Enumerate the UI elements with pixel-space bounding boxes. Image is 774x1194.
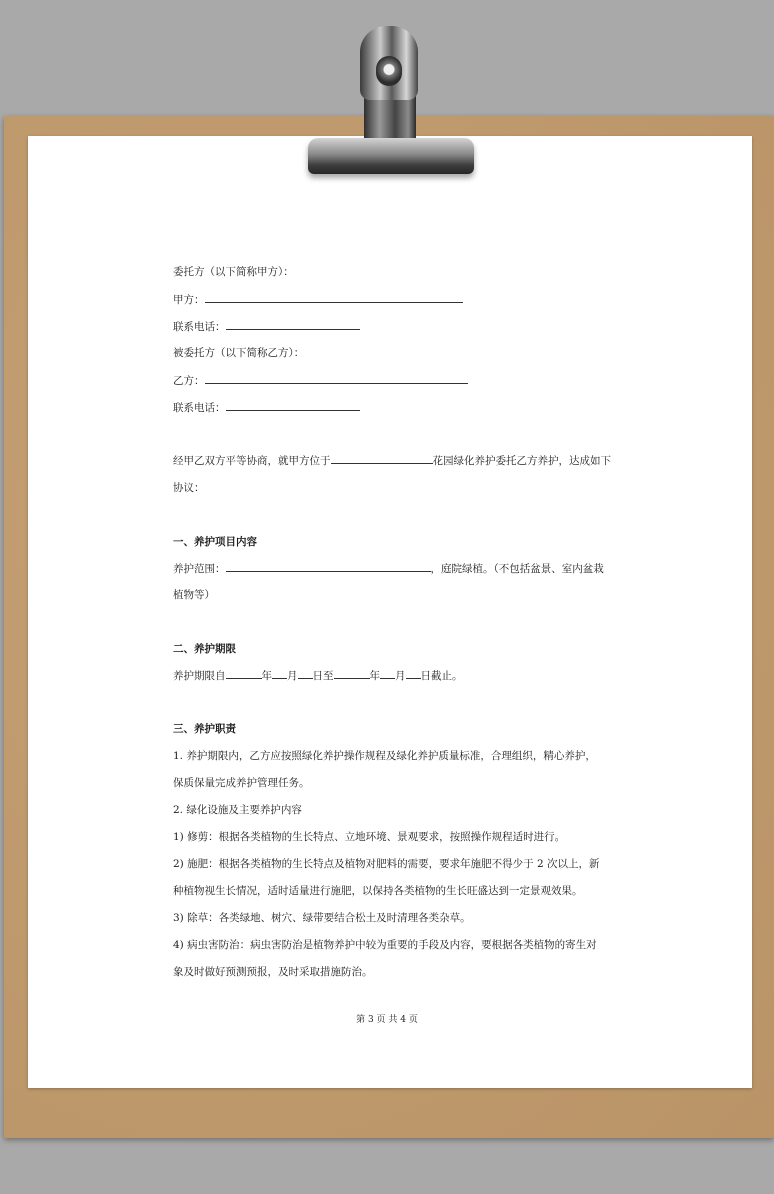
page-number: 第 3 页 共 4 页 — [356, 1015, 418, 1025]
party-a-phone-line — [173, 318, 360, 334]
section-3-heading: 三、养护职责 — [173, 723, 236, 735]
party-a-phone-blank — [226, 318, 360, 330]
duty-1-cont: 保质保量完成养护管理任务。 — [173, 777, 310, 789]
party-a-line — [173, 291, 463, 307]
item-pruning: 1) 修剪：根据各类植物的生长特点、立地环境、景观要求，按照操作规程适时进行。 — [173, 831, 566, 843]
scope-text: ，庭院绿植。（不包括盆景、室内盆栽 — [430, 563, 604, 575]
party-b-blank — [205, 372, 468, 384]
start-month-blank — [272, 667, 287, 679]
section-1-heading: 一、养护项目内容 — [173, 536, 257, 548]
end-year-blank — [334, 667, 370, 679]
period-t6: 月 — [395, 670, 406, 682]
item-pest-control-cont: 象及时做好预测预报，及时采取措施防治。 — [173, 966, 373, 978]
party-b-line — [173, 372, 468, 388]
scope-blank — [226, 560, 431, 572]
location-blank — [331, 452, 433, 464]
agent-heading: 被委托方（以下简称乙方）： — [173, 347, 305, 359]
agreement-intro-line — [173, 452, 611, 468]
section-2-heading: 二、养护期限 — [173, 643, 236, 655]
binder-clip-icon — [300, 26, 480, 176]
start-year-blank — [226, 667, 262, 679]
period-t5: 年 — [369, 670, 380, 682]
period-t1: 养护期限自 — [173, 670, 226, 682]
end-day-blank — [406, 667, 421, 679]
item-weeding: 3) 除草：各类绿地、树穴、绿带要结合松土及时清理各类杂草。 — [173, 912, 471, 924]
agreement-intro-b: 花园绿化养护委托乙方养护，达成如下 — [432, 455, 611, 467]
period-t4: 日至 — [312, 670, 334, 682]
start-day-blank — [298, 667, 313, 679]
party-a-label: 甲方： — [173, 294, 205, 306]
party-b-phone-blank — [226, 399, 360, 411]
period-t3: 月 — [287, 670, 298, 682]
party-a-blank — [205, 291, 463, 303]
period-t7: 日截止。 — [420, 670, 463, 682]
scope-label: 养护范围： — [173, 563, 226, 575]
period-line — [173, 667, 463, 683]
duty-2-line: 2. 绿化设施及主要养护内容 — [173, 804, 302, 816]
agreement-intro-cont: 协议： — [173, 482, 205, 494]
period-t2: 年 — [261, 670, 272, 682]
party-b-label: 乙方： — [173, 375, 205, 387]
principal-heading: 委托方（以下简称甲方）： — [173, 266, 294, 278]
agreement-intro-a: 经甲乙双方平等协商，就甲方位于 — [173, 455, 331, 467]
end-month-blank — [380, 667, 395, 679]
party-b-phone-line — [173, 399, 360, 415]
item-fertilizing-cont: 种植物视生长情况，适时适量进行施肥，以保持各类植物的生长旺盛达到一定景观效果。 — [173, 885, 583, 897]
item-pest-control: 4) 病虫害防治：病虫害防治是植物养护中较为重要的手段及内容，要根据各类植物的寄生对 — [173, 939, 597, 951]
scope-cont: 植物等） — [173, 589, 215, 601]
scope-line — [173, 560, 604, 576]
party-a-phone-label: 联系电话： — [173, 321, 226, 333]
duty-1-line: 1. 养护期限内，乙方应按照绿化养护操作规程及绿化养护质量标准，合理组织，精心养护， — [173, 750, 596, 762]
party-b-phone-label: 联系电话： — [173, 402, 226, 414]
item-fertilizing: 2) 施肥：根据各类植物的生长特点及植物对肥料的需要，要求年施肥不得少于 2 次以上，新 — [173, 858, 600, 870]
